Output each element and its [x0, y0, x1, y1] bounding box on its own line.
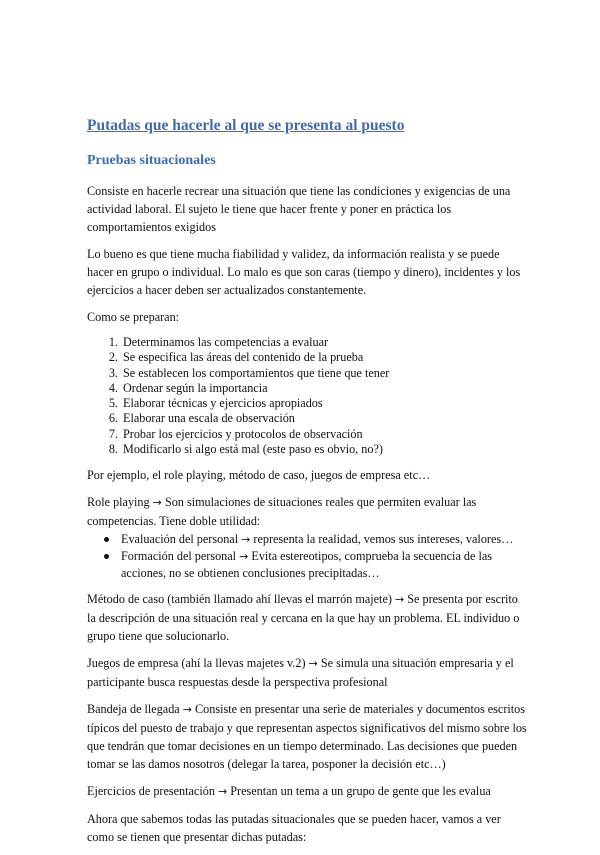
list-item [121, 548, 527, 581]
paragraph-business-games [87, 654, 527, 691]
paragraph-definition: Consiste en hacerle recrear una situación que tiene las condiciones y exigencias de una actividad laboral. El sujeto le tiene que hacer frente y poner en práctica los comportamientos exigidos [87, 184, 511, 234]
list-item: 4. Ordenar según la importancia [121, 381, 527, 396]
paragraph-examples: Por ejemplo, el role playing, método de caso, juegos de empresa etc… [87, 468, 431, 483]
arrow-icon: → [217, 785, 228, 799]
list-item: 7. Probar los ejercicios y protocolos de observación [121, 427, 527, 442]
list-item: 2. Se especifica las áreas del contenido de la prueba [121, 350, 527, 365]
paragraph-presentation [87, 782, 527, 801]
list-item: 8. Modificarlo si algo está mal (este paso es obvio, no?) [121, 442, 527, 457]
arrow-icon: → [241, 533, 251, 547]
term-description: Evita estereotipos, comprueba la secuencia de las acciones, no se obtienen conclusiones precipitadas… [121, 549, 492, 581]
term-description: Se simula una situación empresaria y el participante busca respuestas desde la perspectiva profesional [87, 656, 514, 690]
preparation-steps-list [87, 335, 527, 457]
list-item: 5. Elaborar técnicas y ejercicios apropiados [121, 396, 527, 411]
role-playing-uses-list [87, 531, 527, 581]
arrow-icon: → [239, 550, 249, 564]
term-label: Ejercicios de presentación [87, 784, 215, 799]
section-heading: Pruebas situacionales [87, 153, 216, 168]
term-description: Son simulaciones de situaciones reales que permiten evaluar las competencias. Tiene doble utilidad: [87, 495, 477, 529]
paragraph-pros-cons: Lo bueno es que tiene mucha fiabilidad y validez, da información realista y se puede hacer en grupo o individual. Lo malo es que son caras (tiempo y dinero), incidentes y los ejercicios a hacer deben ser actualizados constantemente. [87, 247, 521, 297]
term-description: Se presenta por escrito la descripción de una situación real y cercana en la que hay un problema. EL individuo o grupo tiene que solucionarlo. [87, 592, 520, 644]
paragraph-inbox [87, 700, 527, 773]
paragraph-case-method [87, 590, 527, 645]
paragraph-preparation-intro: Como se preparan: [87, 310, 180, 324]
arrow-icon: → [394, 593, 405, 607]
list-item: 3. Se establecen los comportamientos que tiene que tener [121, 366, 527, 381]
term-label: Método de caso (también llamado ahí llevas el marrón majete) [87, 592, 392, 607]
paragraph-closing: Ahora que sabemos todas las putadas situacionales que se pueden hacer, vamos a ver como se tienen que presentar dichas putadas: [87, 812, 501, 845]
arrow-icon: → [308, 657, 318, 671]
term-label: Juegos de empresa (ahí la llevas majetes v.2) [87, 656, 306, 671]
term-label: Bandeja de llegada [87, 702, 180, 717]
document-body [87, 116, 527, 855]
arrow-icon: → [152, 496, 162, 510]
term-label: Evaluación del personal [121, 532, 239, 547]
document-title: Putadas que hacerle al que se presenta al puesto [87, 117, 405, 134]
list-item: 1. Determinamos las competencias a evaluar [121, 335, 527, 350]
list-item: 6. Elaborar una escala de observación [121, 411, 527, 426]
paragraph-role-playing [87, 493, 527, 530]
term-description: representa la realidad, vemos sus intereses, valores… [253, 532, 514, 547]
term-description: Consiste en presentar una serie de materiales y documentos escritos típicos del puesto de trabajo y que representan aspectos significativos del mismo sobre los que tendrán que tomar decisiones en un tiempo determinado. Las decisiones que pueden tomar se las damos nosotros (delegar la tarea, posponer la decisión etc…) [87, 702, 527, 772]
term-label: Formación del personal [121, 549, 237, 564]
term-description: Presentan un tema a un grupo de gente que les evalua [230, 784, 491, 799]
term-label: Role playing [87, 495, 150, 510]
list-item [121, 531, 527, 548]
arrow-icon: → [182, 703, 192, 717]
